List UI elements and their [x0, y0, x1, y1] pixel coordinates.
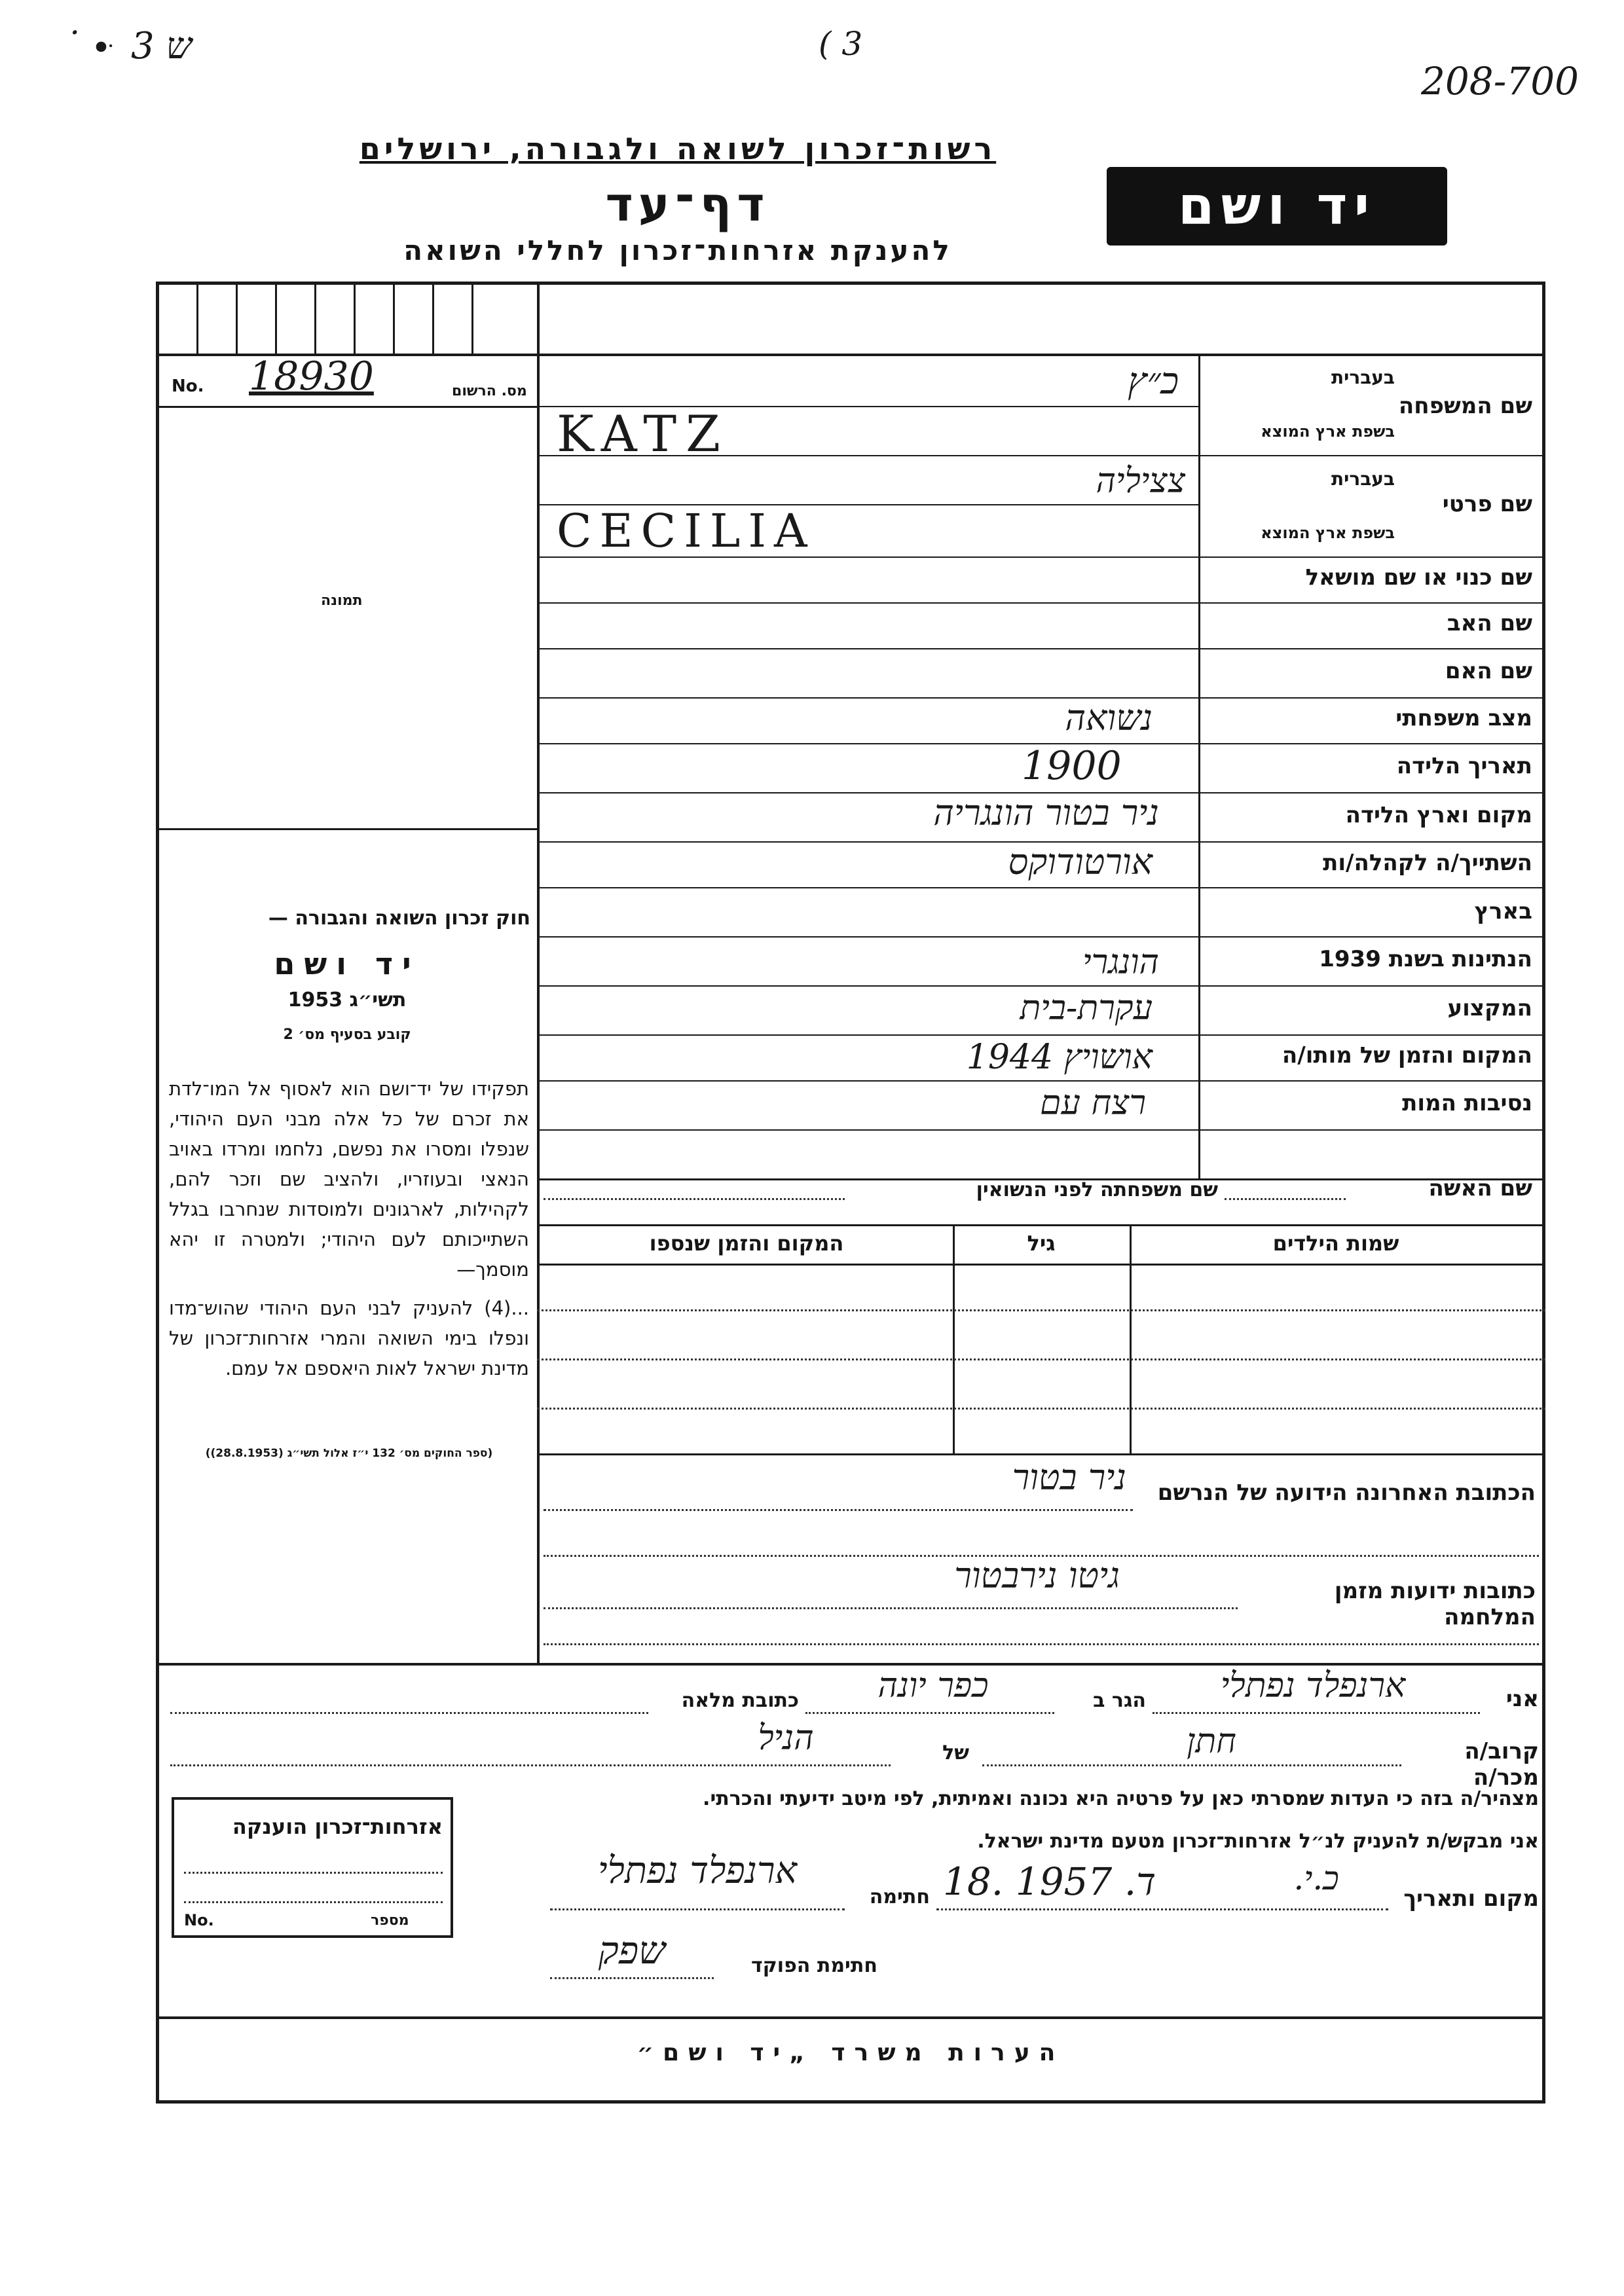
first-name-label: שם פרטי [1442, 491, 1532, 517]
first-name-native-value: CECILIA [557, 504, 815, 558]
archive-number: 208-700 [1421, 59, 1579, 103]
birth-place-label: מקום וארץ הלידה [1345, 802, 1532, 828]
law-citation: (ספר החוקים מס׳ 132 י״ז אלול תשי״ג (28.8.1953)) [205, 1447, 493, 1460]
profession-label: המקצוע [1447, 995, 1532, 1021]
law-title: חוק זכרון השואה והגבורה — [268, 907, 530, 930]
place-date-label: מקום ותאריך [1403, 1886, 1539, 1912]
children-header-age: גיל [1027, 1231, 1056, 1256]
marital-status-label: מצב משפחתי [1395, 705, 1532, 731]
declarant-address: כפר יונה [877, 1666, 989, 1705]
nationality-1939-value: הונגרי [1082, 943, 1159, 982]
family-name-hebrew-value: כ״ץ [1128, 360, 1179, 403]
law-section: קובע בסעיף מס׳ 2 [283, 1027, 411, 1043]
logo-text: יד ושם [1177, 175, 1376, 236]
signature-label: חתימה [869, 1886, 930, 1908]
wartime-address-label: כתובות ידועות מזמן המלחמה [1334, 1578, 1536, 1630]
death-circumstances-label: נסיבות המות [1402, 1090, 1532, 1116]
profession-value: עקרת-בית [1020, 989, 1153, 1028]
birth-date-label: תאריך הלידה [1396, 753, 1532, 779]
corner-mark-left: ˙ ∙ ּ 3 ש [62, 25, 193, 67]
spouse-maiden-label: שם משפחתה לפני הנשואין [976, 1178, 1218, 1201]
community-value: אורטודוקס [1008, 841, 1153, 883]
citizenship-title: אזרחות־זכרון הוענקה [232, 1814, 443, 1839]
first-name-native-sub: בשפת ארץ המוצא [1261, 524, 1395, 542]
request-text: אני מבקש/ת להעניק לנ״ל אזרחות־זכרון מטעם מדינת ישראל. [977, 1830, 1539, 1853]
last-address-label: הכתובת האחרונה הידועה של הנרשם [1157, 1480, 1536, 1506]
photo-label: תמונה [321, 592, 363, 609]
mother-name-label: שם האם [1445, 658, 1532, 684]
birth-place-value: ניר בטור הונגריה [933, 792, 1159, 833]
nationality-1939-label: הנתינות בשנת 1939 [1319, 946, 1532, 972]
yad-vashem-logo [1107, 167, 1447, 246]
law-paragraph-1: תפקידו של יד־ושם הוא לאסוף אל המו־לדת את זכרם של כל אלה מבני העם היהודי, שנפלו ומסרו את נפשם, נלחמו ומרדו באויב הנאצי ובעוזריו, ולהציב שם וזכר להם, לקהילות, לארגונים ולמוסדות שנחרבו בגלל השתייכותם לעם היהודי; ולמטרה זו יהא מוסמך— [169, 1078, 529, 1281]
declarant-signature: ארנפלד נפתלי [597, 1850, 798, 1892]
declarant-ani-label: אני [1505, 1686, 1539, 1712]
full-address-label: כתובת מלאה [681, 1689, 799, 1712]
resides-label: הגר ב [1093, 1689, 1146, 1712]
citizenship-no-label: No. [184, 1911, 214, 1929]
birth-date-value: 1900 [1022, 743, 1122, 789]
family-name-native-value: KATZ [557, 405, 729, 463]
law-year: תשי״ג 1953 [287, 989, 407, 1011]
form-subtitle: להענקת אזרחות־זכרון לחללי השואה [403, 234, 952, 266]
reg-no-label: No. [172, 376, 204, 396]
first-name-hebrew-sub: בעברית [1331, 468, 1395, 490]
last-address-value: ניר בטור [1012, 1457, 1126, 1498]
relation-value: חתן [1187, 1722, 1236, 1761]
community-label: השתייך/ה לקהלה/ות [1323, 850, 1532, 876]
wartime-address-value: גיטו נירבטור [954, 1555, 1120, 1596]
law-paragraph-2: ...(4) להעניק לבני העם היהודי שהוש־מדו ונפלו בימי השואה והמרי אזרחות־זכרון של מדינת ישראל לאות היאספם אל עמם. [169, 1297, 529, 1379]
corner-mark-center: ( 3 [819, 25, 863, 63]
citizenship-box [172, 1797, 453, 1938]
officer-signature: שפק [598, 1928, 666, 1973]
of-label: של [942, 1741, 969, 1764]
marital-status-value: נשואה [1065, 697, 1153, 738]
form-title: דף־עד [605, 177, 770, 232]
relation-label: קרוב/ה מכר/ה [1464, 1738, 1539, 1791]
of-value: הניל [758, 1719, 814, 1758]
date-value: 18. ד. 1957 [943, 1859, 1156, 1904]
reg-label: מס. הרשום [452, 383, 527, 399]
officer-signature-label: חתימת הפוקד [751, 1954, 877, 1977]
office-notes-label: הערות משרד „יד ושם״ [637, 2039, 1065, 2066]
first-name-hebrew-value: צציליה [1096, 462, 1185, 501]
declarant-name: ארנפלד נפתלי [1220, 1666, 1406, 1705]
father-name-label: שם האב [1447, 610, 1532, 636]
place-value: כ.י. [1293, 1859, 1339, 1897]
family-name-label: שם המשפחה [1398, 393, 1532, 419]
death-circumstances-value: רצח עם [1040, 1084, 1146, 1123]
death-place-time-label: המקום והזמן של מותו/ה [1282, 1042, 1532, 1068]
org-line: רשות־זכרון לשואה ולגבורה, ירושלים [359, 131, 997, 166]
declaration-text: מצהיר/ה בזה כי העדות שמסרתי כאן על פרטיה היא נכונה ואמיתית, לפי מיטב ידיעתי והכרתי. [703, 1787, 1539, 1810]
children-header-names: שמות הילדים [1272, 1231, 1399, 1256]
law-name: יד ושם [274, 946, 420, 981]
family-name-hebrew-sub: בעברית [1331, 367, 1395, 388]
reg-number: 18930 [249, 354, 374, 399]
death-place-time-value: אושויץ 1944 [966, 1038, 1153, 1077]
spouse-label: שם האשה [1428, 1175, 1532, 1201]
children-header-place-time: המקום והזמן שנספו [649, 1231, 844, 1256]
family-name-native-sub: בשפת ארץ המוצא [1261, 422, 1395, 441]
citizenship-number-label: מספר [371, 1912, 409, 1929]
alias-label: שם כנוי או שם מושאל [1305, 564, 1532, 591]
country-label: בארץ [1474, 898, 1532, 924]
